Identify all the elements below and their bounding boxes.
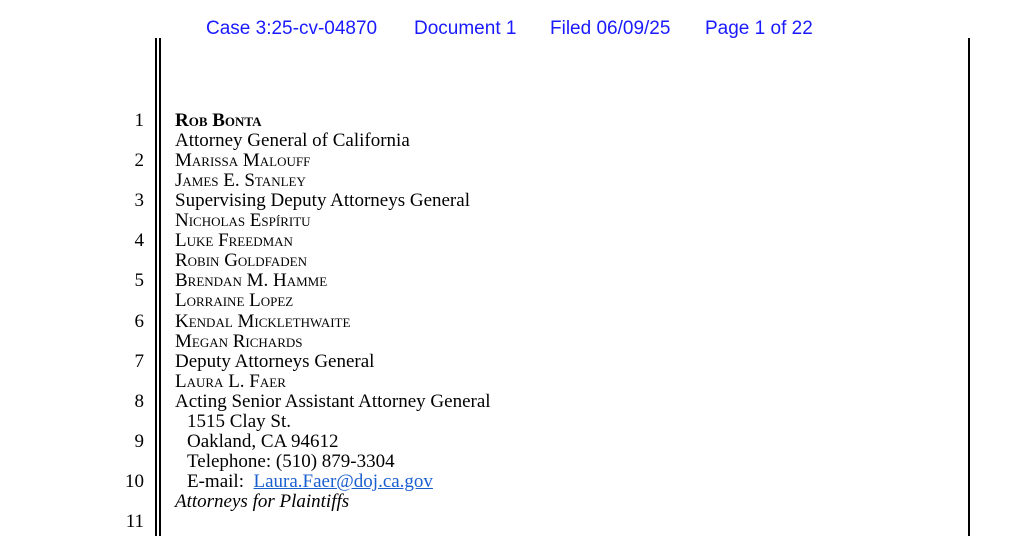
line-number: 4 [134, 230, 144, 251]
email-line [187, 472, 433, 492]
line-number: 1 [134, 110, 144, 131]
email-link[interactable]: Laura.Faer@doj.ca.gov [253, 471, 433, 492]
attorney-name: Kendal Micklethwaite [175, 311, 351, 332]
line-number: 2 [134, 150, 144, 171]
line-number: 3 [134, 190, 144, 211]
page-indicator: Page 1 of 22 [705, 18, 813, 39]
line-number: 5 [134, 270, 144, 291]
attorneys-for-plaintiffs: Attorneys for Plaintiffs [175, 491, 350, 512]
attorney-title: Supervising Deputy Attorneys General [175, 190, 470, 211]
case-header [0, 18, 1023, 44]
document-number: Document 1 [414, 18, 517, 39]
line-number: 9 [134, 431, 144, 452]
line-number: 6 [134, 311, 144, 332]
city-state-zip: Oakland, CA 94612 [187, 431, 339, 452]
attorney-name: Luke Freedman [175, 230, 293, 251]
line-number: 10 [125, 471, 144, 492]
left-double-rule-inner [159, 38, 161, 536]
telephone: Telephone: (510) 879-3304 [187, 451, 395, 472]
filed-date: Filed 06/09/25 [550, 18, 671, 39]
street-address: 1515 Clay St. [187, 411, 291, 432]
line-number: 11 [125, 511, 144, 532]
attorney-name: Marissa Malouff [175, 150, 311, 171]
attorney-name: Megan Richards [175, 331, 303, 352]
attorney-name: James E. Stanley [175, 170, 306, 191]
attorney-name: Nicholas Espíritu [175, 210, 311, 231]
attorney-title: Deputy Attorneys General [175, 351, 375, 372]
attorney-name: Lorraine Lopez [175, 290, 294, 311]
attorney-title: Acting Senior Assistant Attorney General [175, 391, 491, 412]
attorney-title: Attorney General of California [175, 130, 410, 151]
line-number: 7 [134, 351, 144, 372]
case-number: Case 3:25-cv-04870 [206, 18, 378, 39]
attorney-general-name: Rob Bonta [175, 110, 262, 131]
attorney-name: Laura L. Faer [175, 371, 286, 392]
right-rule [968, 38, 970, 536]
left-double-rule-outer [155, 38, 157, 536]
attorney-name: Brendan M. Hamme [175, 270, 328, 291]
line-number: 8 [134, 391, 144, 412]
attorney-name: Robin Goldfaden [175, 250, 308, 271]
email-label: E-mail: [187, 471, 244, 492]
